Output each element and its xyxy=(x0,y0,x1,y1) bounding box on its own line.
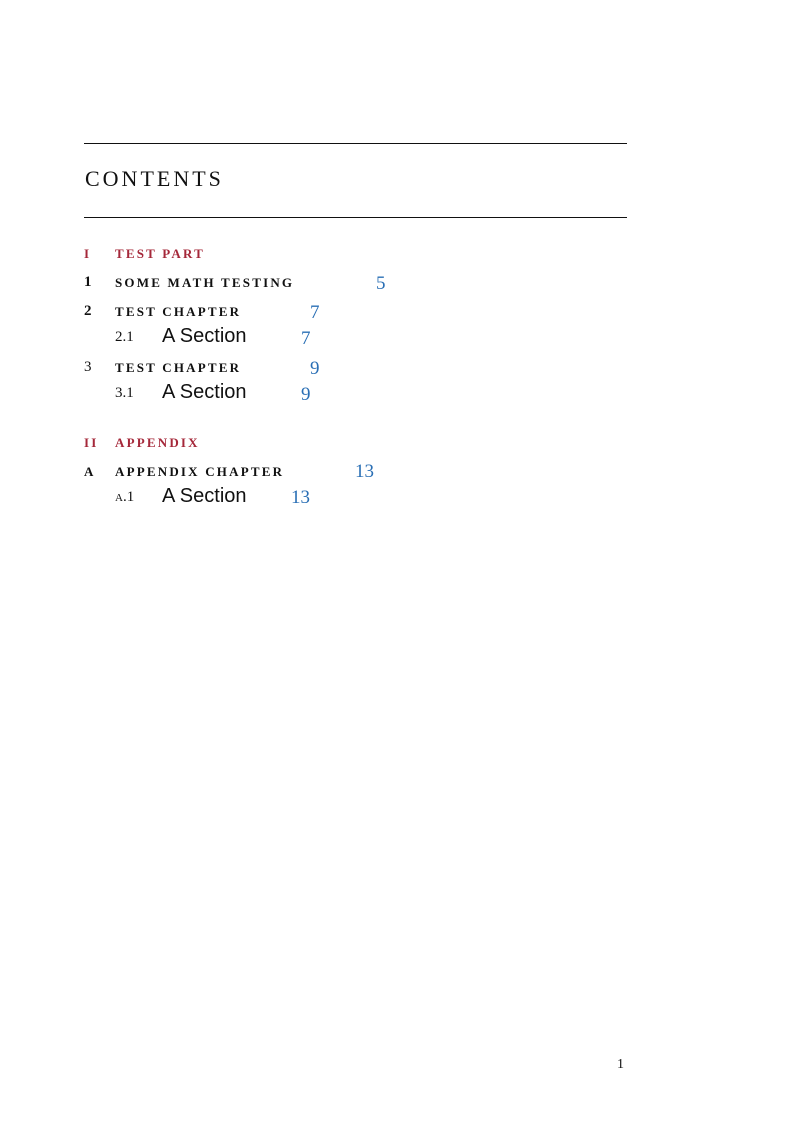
chapter-number: 1 xyxy=(84,274,92,290)
section-number: 3.1 xyxy=(115,385,134,401)
page-number-link[interactable]: 9 xyxy=(310,358,320,379)
chapter-number: A xyxy=(84,464,96,479)
page-number-link[interactable]: 13 xyxy=(355,461,374,482)
toc-chapter-some-math-testing[interactable]: SOME MATH TESTING xyxy=(115,275,295,290)
toc-part-test-part[interactable]: TEST PART xyxy=(115,246,206,261)
toc-section-a-section[interactable]: A Section xyxy=(162,381,247,403)
page-number-link[interactable]: 9 xyxy=(301,384,311,405)
toc-chapter-test-chapter[interactable]: TEST CHAPTER xyxy=(115,360,242,375)
toc-chapter-appendix-chapter[interactable]: APPENDIX CHAPTER xyxy=(115,464,285,479)
bottom-rule xyxy=(84,217,627,218)
toc-section-a-section[interactable]: A Section xyxy=(162,485,247,507)
page-number-link[interactable]: 7 xyxy=(310,302,320,323)
part-number: II xyxy=(84,435,99,450)
section-number: a.1 xyxy=(115,489,135,505)
toc-chapter-test-chapter[interactable]: TEST CHAPTER xyxy=(115,304,242,319)
part-number: I xyxy=(84,246,92,261)
toc-part-appendix[interactable]: APPENDIX xyxy=(115,435,200,450)
page-title: CONTENTS xyxy=(85,166,224,191)
chapter-number: 2 xyxy=(84,303,92,319)
page-folio: 1 xyxy=(617,1057,624,1072)
section-number: 2.1 xyxy=(115,329,134,345)
page-number-link[interactable]: 5 xyxy=(376,273,386,294)
toc-section-a-section[interactable]: A Section xyxy=(162,325,247,347)
page-number-link[interactable]: 7 xyxy=(301,328,311,349)
top-rule xyxy=(84,143,627,144)
chapter-number: 3 xyxy=(84,359,92,375)
page-number-link[interactable]: 13 xyxy=(291,487,310,508)
